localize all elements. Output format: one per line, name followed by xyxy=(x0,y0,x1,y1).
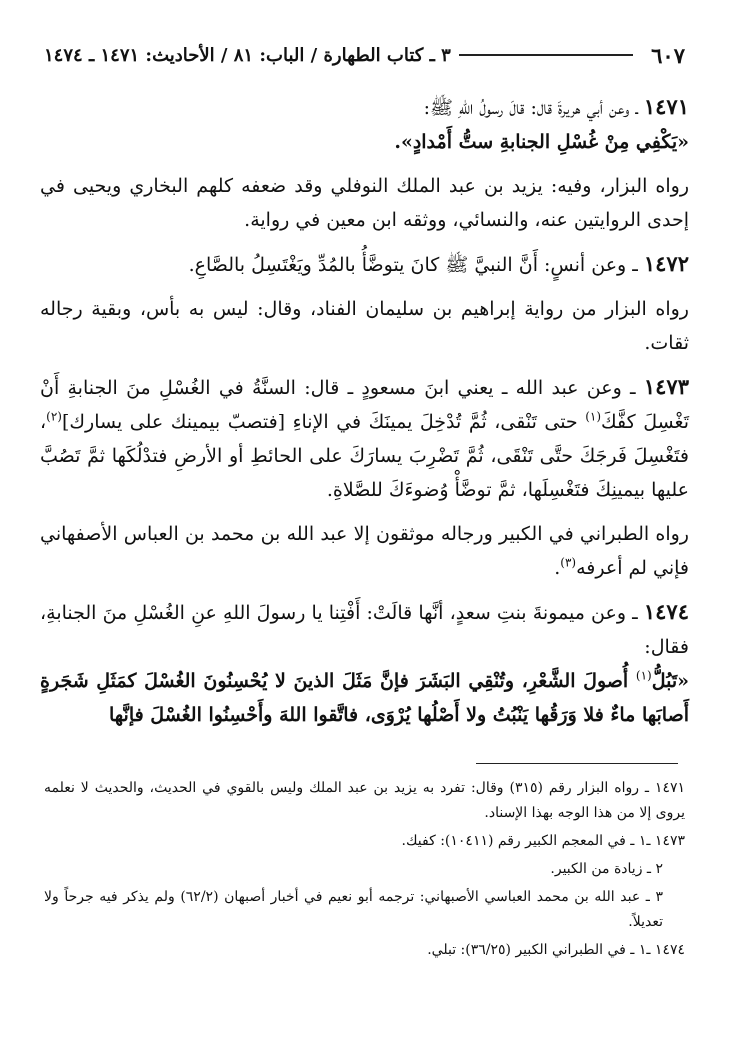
hadith-number: ١٤٧٢ xyxy=(643,251,689,276)
footnote-ref: (١) xyxy=(635,668,652,683)
takhrij-1472: رواه البزار من رواية إبراهيم بن سليمان الفناد، وقال: ليس به بأس، وبقية رجاله ثقات. xyxy=(40,298,689,354)
hadith-intro: ـ وعن ميمونةَ بنتِ سعدٍ، أنَّها قالَتْ: أَفْتِنا يا رسولَ اللهِ عنِ الغُسْلِ منَ الجنابةِ، فقال: xyxy=(40,602,689,658)
footnote: ٢ ـ زيادة من الكبير. xyxy=(550,861,663,877)
hadith-text-b: حتى تَنْقى، ثُمَّ تُدْخِلَ يمينَكَ في الإناءِ [فتصبّ بيمينك على يسارك] xyxy=(61,411,586,433)
footnote-ref: (٢) xyxy=(46,409,62,424)
hadith-quote-b: أُصولَ الشَّعْرِ، وتُنْقِي البَشَرَ فإنَّ مَثَلَ الذينَ لا يُحْسِنُونَ الغُسْلَ كمَثَلِ شَجَرةٍ أَصابَها ماءٌ فلا وَرَقُها يَنْبُتُ ولا أَصْلُها يُرْوَى، فاتَّقوا اللهَ وأَحْسِنُوا الغُسْلَ فإنَّها xyxy=(40,670,689,726)
hadith-text-c: ، فتَغْسِلَ فَرجَكَ حتَّى تَنْقَى، ثُمَّ تَضْرِبَ يسارَكَ على الحائطِ أو الأرضِ فتدْلُكَها ثمَّ تَصُبَّ عليها بيمينِكَ فتَغْسِلَها، ثمَّ توضَّأْ وُضوءَكَ للصَّلاةِ. xyxy=(40,411,689,501)
page-number: ٦٠٧ xyxy=(651,42,685,68)
hadith-number: ١٤٧١ xyxy=(643,94,689,119)
footnote: ٣ ـ عبد الله بن محمد العباسي الأصبهاني: ترجمه أبو نعيم في أخبار أصبهان (٦٢/٢) ولم يذكر فيه جرحاً ولا تعديلاً. xyxy=(44,889,663,930)
main-text xyxy=(40,90,689,742)
hadith-1473 xyxy=(40,370,689,507)
footnote: ١٤٧١ ـ رواه البزار رقم (٣١٥) وقال: تفرد به يزيد بن عبد الملك وليس بالقوي في الحديث، والحديث لا نعلمه يروى إلا من هذا الوجه بهذا الإسناد. xyxy=(44,780,685,821)
footnote-ref: (١) xyxy=(585,409,602,424)
hadith-quote: «يَكْفِي مِنْ غُسْلِ الجنابةِ ستُّ أَمْدادٍ». xyxy=(394,131,689,153)
hadith-1471 xyxy=(40,90,689,159)
hadith-quote-a: «تَبُلُّ xyxy=(651,670,689,692)
header-rule xyxy=(459,54,633,56)
takhrij-1471: رواه البزار، وفيه: يزيد بن عبد الملك النوفلي وقد ضعفه كلهم البخاري ويحيى في إحدى الروايتين عنه، والنسائي، ووثقه ابن معين في رواية. xyxy=(40,175,689,231)
takhrij-1473 xyxy=(40,517,689,585)
footnote: ١٤٧٤ ـ١ ـ في الطبراني الكبير (٣٦/٢٥): تبلي. xyxy=(427,942,685,958)
hadith-1474 xyxy=(40,595,689,732)
footnote: ١٤٧٣ ـ١ ـ في المعجم الكبير رقم (١٠٤١١): كفيك. xyxy=(401,833,685,849)
running-header xyxy=(44,40,685,70)
takhrij-text-b: . xyxy=(554,557,561,579)
hadith-number: ١٤٧٤ xyxy=(643,599,689,624)
hadith-text-a: ـ وعن عبد الله ـ يعني ابنَ مسعودٍ ـ قال: السنَّةُ في الغُسْلِ منَ الجنابةِ أَنْ تَغْسِلَ كفَّكَ xyxy=(40,377,689,433)
hadith-1472 xyxy=(40,247,689,282)
footnote-ref: (٣) xyxy=(560,555,577,570)
footnote-rule xyxy=(476,763,678,764)
footnotes xyxy=(44,776,685,966)
hadith-intro: ـ وعن أنسٍ: أَنَّ النبيَّ ﷺ كانَ يتوضَّأُ بالمُدِّ ويَغْتَسِلُ بالصَّاعِ. xyxy=(188,254,638,276)
running-title: ٣ ـ كتاب الطهارة / الباب: ٨١ / الأحاديث: ١٤٧١ ـ ١٤٧٤ xyxy=(44,44,451,66)
hadith-intro: ـ وعن أبي هريرةَ قال: قالَ رسولُ اللهِ ﷺ: xyxy=(423,97,638,119)
takhrij-text-a: رواه الطبراني في الكبير ورجاله موثقون إلا عبد الله بن محمد بن العباس الأصفهاني فإني لم أعرفه xyxy=(40,523,689,579)
hadith-number: ١٤٧٣ xyxy=(643,374,689,399)
